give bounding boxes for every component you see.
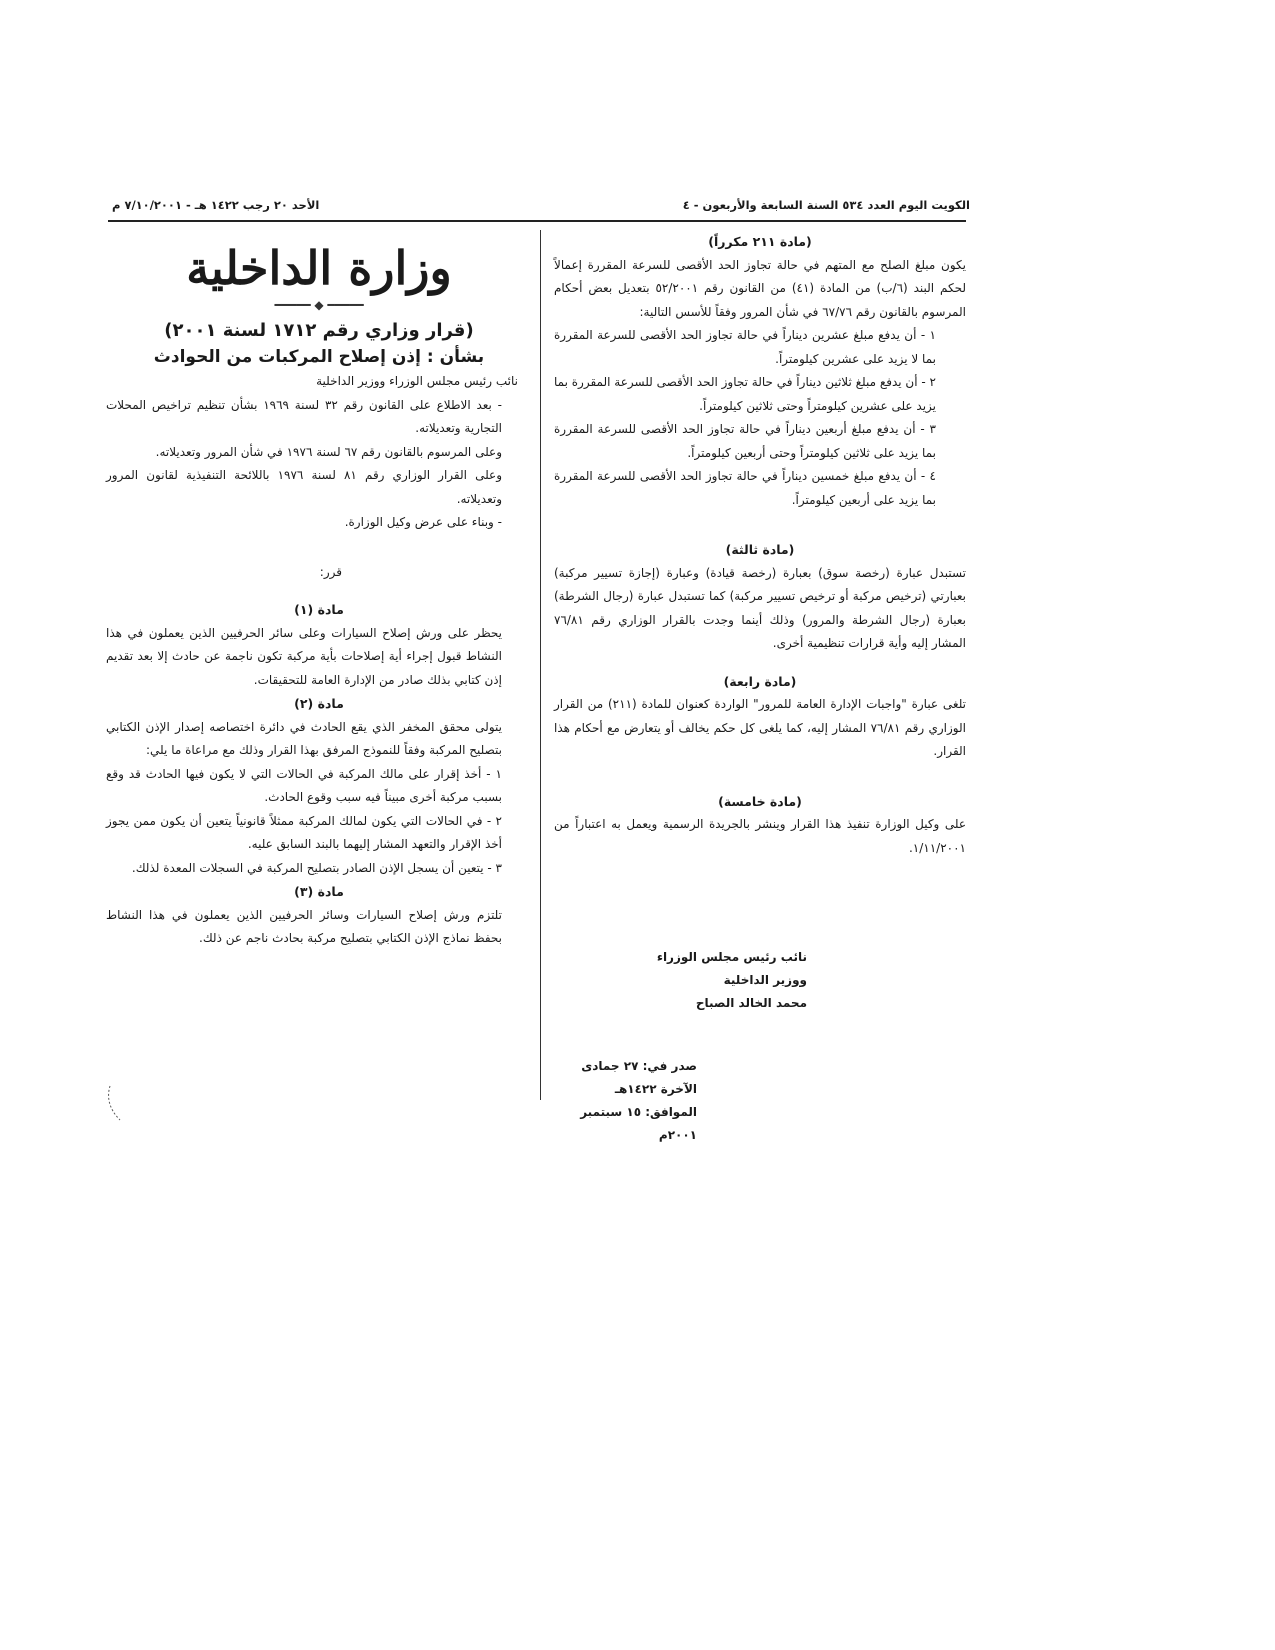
article-fifth-text: على وكيل الوزارة تنفيذ هذا القرار وينشر بالجريدة الرسمية ويعمل به اعتباراً من ١/١١/٢٠٠١.	[554, 817, 966, 855]
article-1-text: يحظر على ورش إصلاح السيارات وعلى سائر الحرفيين الذين يعملون في هذا النشاط قبول إجراء أية إصلاحات بأية مركبة تكون ناجمة عن حادث إلا بعد تقديم إذن كتابي بذلك صادر من الإدارة العامة للتحقيقات.	[106, 625, 502, 687]
issue-date-hijri: صدر في: ٢٧ جمادى الآخرة ١٤٢٢هـ	[581, 1059, 697, 1096]
preamble-3: وعلى القرار الوزاري رقم ٨١ لسنة ١٩٧٦ باللائحة التنفيذية لقانون المرور وتعديلاته.	[106, 468, 502, 506]
signature-block	[560, 946, 962, 1147]
gazette-header-left: الأحد ٢٠ رجب ١٤٢٢ هـ - ٧/١٠/٢٠٠١ م	[112, 198, 320, 212]
article-3-heading: مادة (٣)	[294, 884, 344, 899]
article-2-item-1: ١ - أخذ إقرار على مالك المركبة في الحالات التي لا يكون فيها الحادث قد وقع بسبب مركبة أخرى مبيناً فيه سبب وقوع الحادث.	[106, 766, 502, 804]
preamble-4: - وبناء على عرض وكيل الوزارة.	[344, 515, 502, 529]
signature-title-2: ووزير الداخلية	[723, 973, 807, 987]
article-2-item-3: ٣ - يتعين أن يسجل الإذن الصادر بتصليح المركبة في السجلات المعدة لذلك.	[131, 860, 502, 875]
header-rule	[108, 220, 966, 222]
issuer-line: نائب رئيس مجلس الوزراء ووزير الداخلية	[316, 374, 518, 388]
signature-name: محمد الخالد الصباح	[695, 996, 807, 1010]
decided-label: قرر:	[319, 564, 342, 579]
article-2-heading: مادة (٢)	[294, 696, 344, 711]
article-fifth-heading: (مادة خامسة)	[718, 793, 802, 809]
ministry-title: وزارة الداخلية	[186, 241, 452, 295]
article-third-text: تستبدل عبارة (رخصة سوق) بعبارة (رخصة قيادة) وعبارة (إجازة تسيير مركبة) بعبارتي (ترخيص مركبة أو ترخيص تسيير مركبة) كما تستبدل عبارة (رجال الشرطة) بعبارة (رجال الشرطة والمرور) وذلك أينما وجدت بالقرار الوزاري رقم ٧٦/٨١ المشار إليه وأية قرارات تنظيمية أخرى.	[554, 565, 966, 650]
gazette-header-right: الكويت اليوم العدد ٥٣٤ السنة السابعة والأربعون - ٤	[682, 198, 970, 212]
article-2-text: يتولى محقق المخفر الذي يقع الحادث في دائرة اختصاصه إصدار الإذن الكتابي بتصليح المركبة وفقاً للنموذج المرفق بهذا القرار وذلك مع مراعاة ما يلي:	[106, 719, 502, 757]
scan-mark-icon	[104, 1084, 126, 1124]
article-211-bis-item-4: ٤ - أن يدفع مبلغ خمسين ديناراً في حالة تجاوز الحد الأقصى للسرعة المقررة بما يزيد على أربعين كيلومتراً.	[554, 469, 936, 507]
article-211-bis-item-3: ٣ - أن يدفع مبلغ أربعين ديناراً في حالة تجاوز الحد الأقصى للسرعة المقررة بما يزيد على ثلاثين كيلومتراً وحتى أربعين كيلومتراً.	[554, 422, 936, 460]
article-211-bis-intro: يكون مبلغ الصلح مع المتهم في حالة تجاوز الحد الأقصى للسرعة المقررة إعمالاً لحكم البند (٦/ب) من المادة (٤١) من القانون رقم ٥٢/٢٠٠١ بتعديل بعض أحكام المرسوم بالقانون رقم ٦٧/٧٦ في شأن المرور وفقاً للأسس التالية:	[554, 257, 967, 319]
left-column	[106, 230, 532, 951]
right-column	[554, 230, 966, 860]
signature-title-1: نائب رئيس مجلس الوزراء	[656, 950, 807, 964]
article-fourth-heading: (مادة رابعة)	[723, 673, 797, 689]
preamble-1: - بعد الاطلاع على القانون رقم ٣٢ لسنة ١٩٦٩ بشأن تنظيم تراخيص المحلات التجارية وتعديلاته.	[106, 397, 502, 435]
article-211-bis-item-2: ٢ - أن يدفع مبلغ ثلاثين ديناراً في حالة تجاوز الحد الأقصى للسرعة المقررة بما يزيد على عشرين كيلومتراً وحتى ثلاثين كيلومتراً.	[554, 375, 936, 413]
article-third-heading: (مادة ثالثة)	[725, 542, 795, 557]
preamble-2: وعلى المرسوم بالقانون رقم ٦٧ لسنة ١٩٧٦ في شأن المرور وتعديلاته.	[155, 444, 502, 459]
article-2-item-2: ٢ - في الحالات التي يكون لمالك المركبة ممثلاً قانونياً يتعين أن يكون ممن يجوز أخذ الإقرار والتعهد المشار إليهما بالبند السابق عليه.	[106, 813, 502, 851]
article-211-bis-item-1: ١ - أن يدفع مبلغ عشرين ديناراً في حالة تجاوز الحد الأقصى للسرعة المقررة بما لا يزيد على عشرين كيلومتراً.	[554, 328, 936, 366]
article-fourth-text: تلغى عبارة "واجبات الإدارة العامة للمرور" الواردة كعنوان للمادة (٢١١) من القرار الوزاري رقم ٧٦/٨١ المشار إليه، كما يلغى كل حكم يخالف أو يتعارض مع أحكام هذا القرار.	[554, 697, 967, 758]
article-3-text: تلتزم ورش إصلاح السيارات وسائر الحرفيين الذين يعملون في هذا النشاط بحفظ نماذج الإذن الكتابي بتصليح مركبة بحادث ناجم عن ذلك.	[106, 907, 502, 945]
decree-subject: بشأن : إذن إصلاح المركبات من الحوادث	[153, 347, 485, 367]
article-211-bis-heading: (مادة ٢١١ مكرراً)	[708, 234, 812, 249]
decree-title: (قرار وزاري رقم ١٧١٢ لسنة ٢٠٠١)	[164, 320, 474, 341]
issue-date-gregorian: الموافق: ١٥ سبتمبر ٢٠٠١م	[580, 1105, 697, 1142]
column-divider	[540, 230, 541, 1100]
ornament-divider-icon: ━━━━━ ◆ ━━━━━	[274, 298, 364, 312]
article-1-heading: مادة (١)	[294, 602, 344, 617]
